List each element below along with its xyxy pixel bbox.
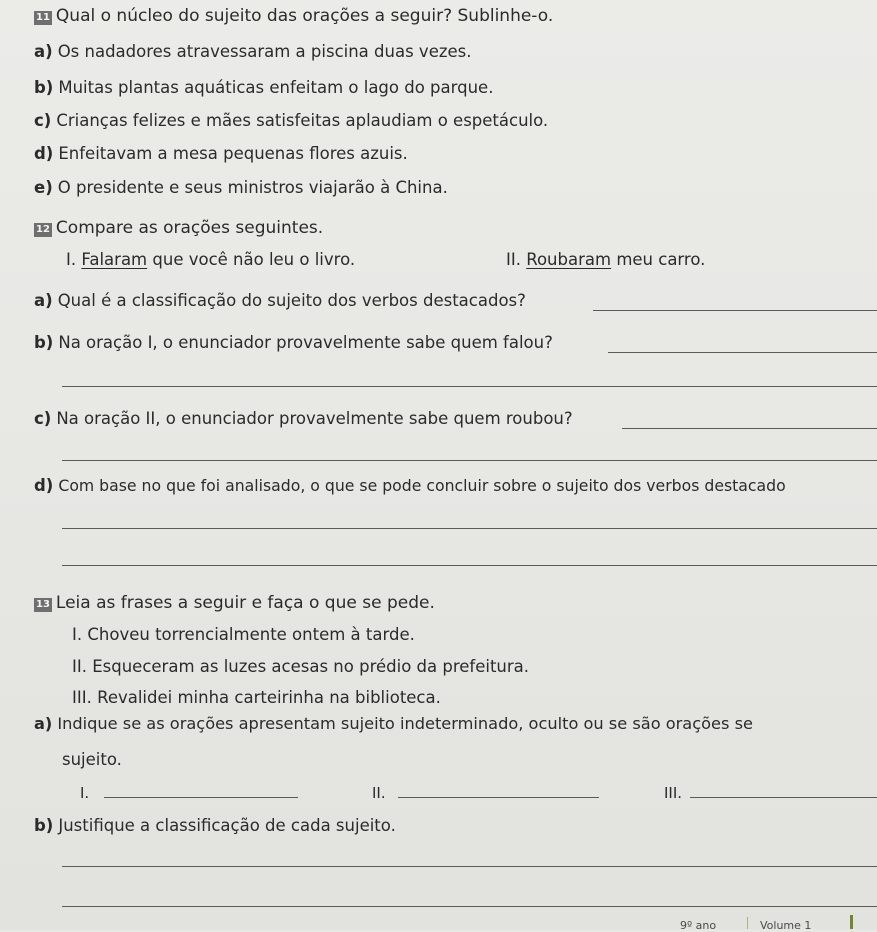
answer-line[interactable] [608, 352, 877, 353]
q13-sentence-3 [72, 690, 441, 707]
question-11-text: Qual o núcleo do sujeito das orações a seguir? Sublinhe-o. [55, 6, 554, 26]
item-letter: c) [34, 111, 52, 130]
question-13-prompt [34, 595, 435, 612]
answer-line[interactable] [104, 797, 298, 798]
item-text: Crianças felizes e mães satisfeitas aplaudiam o espetáculo. [56, 111, 549, 130]
item-letter: a) [34, 42, 53, 61]
q11-item-e [34, 180, 448, 197]
item-text: Qual é a classificação do sujeito dos verbos destacados? [57, 291, 526, 310]
answer-line[interactable] [62, 866, 877, 867]
highlighted-verb: Roubaram [526, 250, 612, 269]
question-number-badge: 13 [36, 599, 50, 610]
item-letter: a) [34, 291, 53, 310]
q12-item-a [34, 293, 526, 310]
question-12-prompt [34, 220, 323, 237]
answer-line[interactable] [62, 460, 877, 461]
q13-sentence-1 [72, 627, 415, 644]
item-text: O presidente e seus ministros viajarão à China. [57, 178, 448, 197]
item-letter: b) [34, 333, 54, 352]
item-text: Na oração II, o enunciador provavelmente sabe quem roubou? [56, 409, 573, 428]
answer-line[interactable] [62, 386, 877, 387]
q12-sentence-2 [506, 252, 705, 269]
item-letter: d) [34, 476, 54, 495]
roman-numeral: III. [72, 688, 92, 707]
question-number-badge: 11 [36, 12, 50, 23]
q11-item-d [34, 146, 408, 163]
sentence-text: meu carro. [611, 250, 706, 269]
sentence-text: que você não leu o livro. [147, 250, 356, 269]
roman-numeral: II. [506, 250, 521, 269]
item-letter: d) [34, 144, 54, 163]
roman-numeral: II. [72, 657, 87, 676]
answer-line[interactable] [62, 906, 877, 907]
item-text: Indique se as orações apresentam sujeito indeterminado, oculto ou se são orações se [57, 714, 753, 733]
q12-item-b [34, 335, 553, 352]
item-text: Justifique a classificação de cada sujeito. [58, 816, 396, 835]
q11-item-c [34, 113, 548, 130]
item-letter: b) [34, 816, 54, 835]
q13-sentence-2 [72, 659, 529, 676]
sentence-text: Revalidei minha carteirinha na biblioteca. [97, 688, 441, 707]
q13-item-b [34, 818, 396, 835]
footer-grade: 9º ano [680, 919, 717, 932]
answer-label-2: II. [372, 784, 386, 802]
answer-label-3: III. [664, 784, 683, 802]
roman-numeral: I. [66, 250, 77, 269]
sentence-text: Esqueceram as luzes acesas no prédio da prefeitura. [92, 657, 530, 676]
answer-line[interactable] [622, 428, 877, 429]
item-text: Muitas plantas aquáticas enfeitam o lago do parque. [58, 78, 494, 97]
q12-sentence-1 [66, 252, 355, 269]
q12-item-c [34, 411, 573, 428]
footer-separator [747, 917, 748, 929]
question-12-text: Compare as orações seguintes. [55, 218, 324, 238]
item-text: Com base no que foi analisado, o que se pode concluir sobre o sujeito dos verbos destacado [58, 476, 786, 495]
item-text: Enfeitavam a mesa pequenas flores azuis. [58, 144, 408, 163]
question-13-text: Leia as frases a seguir e faça o que se pede. [55, 593, 435, 613]
answer-line[interactable] [62, 528, 877, 529]
item-letter: b) [34, 78, 54, 97]
q13-item-a-continuation: sujeito. [62, 750, 122, 769]
item-letter: a) [34, 714, 53, 733]
question-11-prompt [34, 8, 553, 25]
item-letter: c) [34, 409, 52, 428]
answer-label-1: I. [80, 784, 90, 802]
q12-item-d [34, 478, 786, 495]
highlighted-verb: Falaram [81, 250, 148, 269]
answer-line[interactable] [62, 565, 877, 566]
answer-line[interactable] [690, 797, 877, 798]
q13-item-a [34, 716, 753, 732]
item-text: Na oração I, o enunciador provavelmente sabe quem falou? [58, 333, 553, 352]
item-letter: e) [34, 178, 53, 197]
footer-color-mark [850, 915, 853, 929]
answer-line[interactable] [593, 310, 877, 311]
roman-numeral: I. [72, 625, 83, 644]
q11-item-b [34, 80, 493, 97]
answer-line[interactable] [398, 797, 599, 798]
q11-item-a [34, 44, 472, 61]
sentence-text: Choveu torrencialmente ontem à tarde. [87, 625, 415, 644]
item-text: Os nadadores atravessaram a piscina duas vezes. [57, 42, 472, 61]
question-number-badge: 12 [36, 224, 50, 235]
footer-volume: Volume 1 [760, 919, 812, 932]
